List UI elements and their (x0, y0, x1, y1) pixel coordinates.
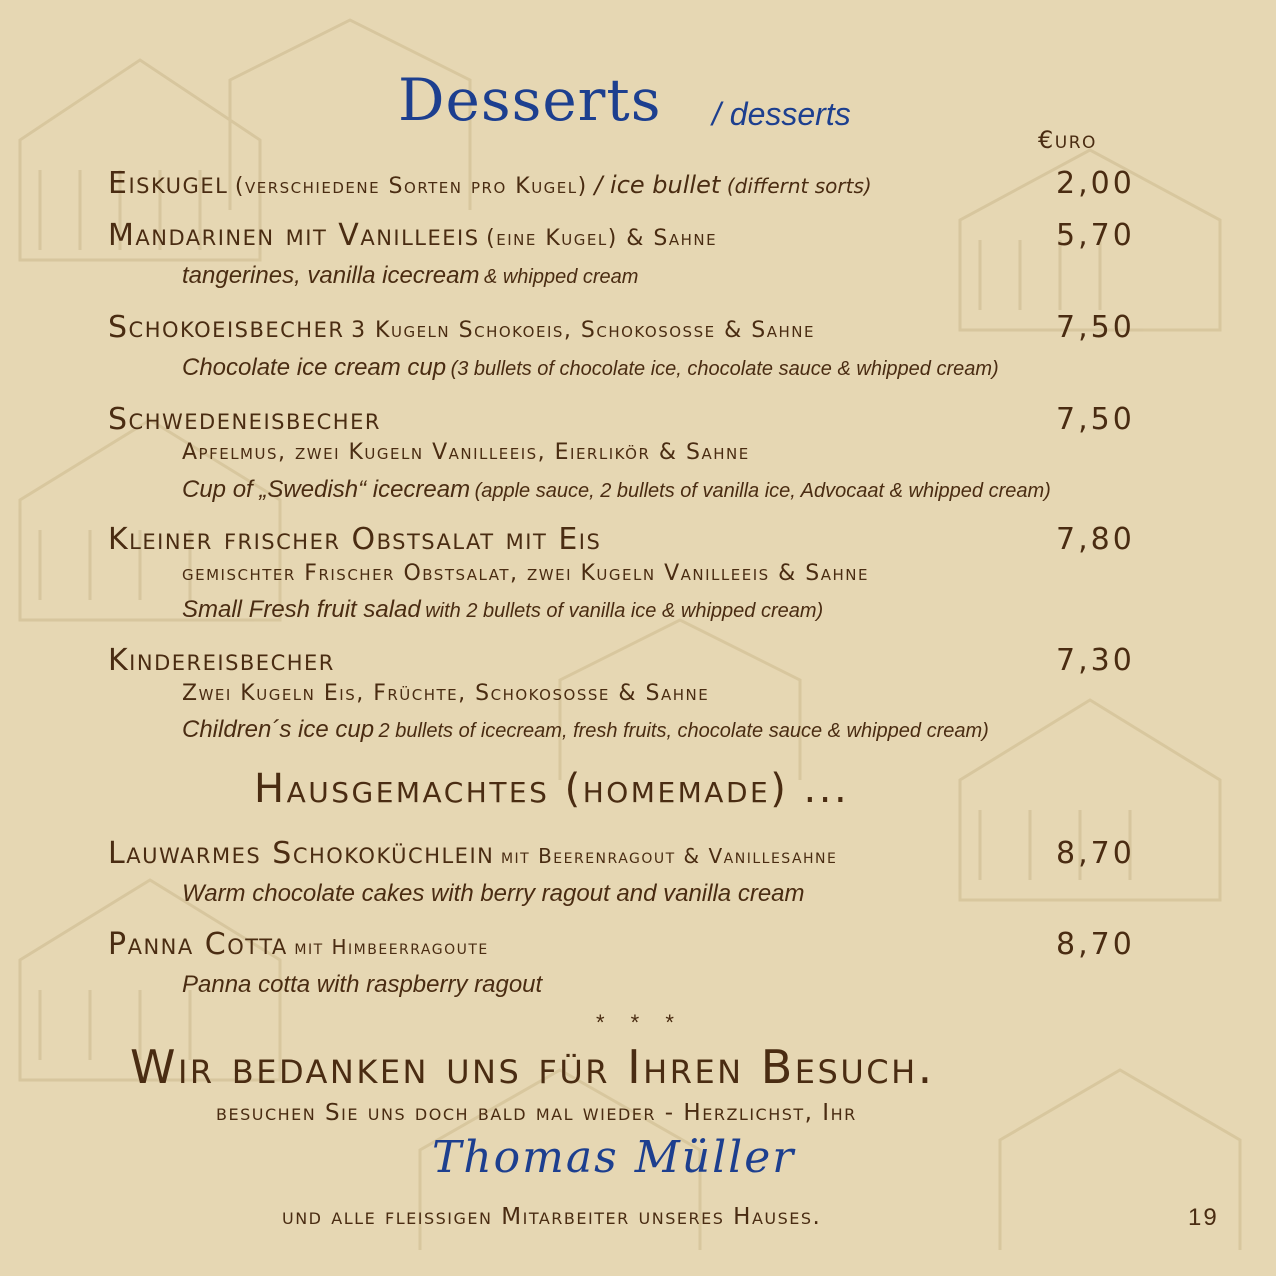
item-name: Panna Cotta (108, 927, 288, 962)
item-desc-en-small: with 2 bullets of vanilla ice & whipped cream) (425, 600, 824, 622)
item-desc-en: tangerines, vanilla icecream (182, 262, 480, 289)
menu-item-mandarinen (108, 218, 717, 253)
item-desc-de: (eine Kugel) & Sahne (486, 226, 718, 251)
item-desc-en: / ice bullet (594, 171, 721, 199)
page-subtitle: / desserts (712, 96, 851, 132)
item-desc-en-line (182, 354, 999, 382)
item-desc-en-line (182, 596, 823, 624)
item-desc-en-line (182, 716, 989, 744)
staff-message: und alle fleissigen Mitarbeiter unseres Hauses. (282, 1204, 822, 1230)
item-name: Mandarinen mit Vanilleeis (108, 218, 480, 253)
menu-item-panna-cotta (108, 927, 489, 962)
item-name: Schokoeisbecher (108, 310, 345, 345)
item-desc-en: Cup of „Swedish“ icecream (182, 476, 471, 503)
item-price: 5,70 (1056, 218, 1135, 253)
item-name: Kindereisbecher (108, 643, 335, 678)
item-desc-de: mit Himbeerragoute (294, 935, 489, 959)
item-desc-de: gemischter Frischer Obstsalat, zwei Kugeln Vanilleeis & Sahne (182, 561, 869, 586)
item-desc-en: Chocolate ice cream cup (182, 354, 447, 381)
currency-label: €uro (1038, 126, 1097, 154)
item-desc-en-small: (3 bullets of chocolate ice, chocolate sauce & whipped cream) (450, 358, 999, 380)
item-price: 2,00 (1056, 166, 1135, 201)
item-price: 7,50 (1056, 402, 1135, 437)
menu-item-schokoeisbecher (108, 310, 815, 345)
item-desc-de: mit Beerenragout & Vanillesahne (500, 844, 838, 868)
item-price: 7,80 (1056, 522, 1135, 557)
invite-message: besuchen Sie uns doch bald mal wieder - Herzlichst, Ihr (216, 1100, 857, 1126)
menu-item-schokokuechlein (108, 836, 837, 871)
item-name: Kleiner frischer Obstsalat mit Eis (108, 522, 602, 557)
item-price: 7,50 (1056, 310, 1135, 345)
menu-item-eiskugel (108, 166, 872, 201)
signature: Thomas Müller (432, 1132, 796, 1183)
item-price: 8,70 (1056, 836, 1135, 871)
item-desc-de: 3 Kugeln Schokoeis, Schokososse & Sahne (351, 318, 815, 343)
item-name: Schwedeneisbecher (108, 402, 381, 437)
item-desc-de: Apfelmus, zwei Kugeln Vanilleeis, Eierlikör & Sahne (182, 440, 750, 465)
item-desc-en: Children´s ice cup (182, 716, 375, 743)
item-desc-en: Warm chocolate cakes with berry ragout and vanilla cream (182, 880, 805, 907)
item-desc-en: Small Fresh fruit salad (182, 596, 421, 623)
item-desc-en: Panna cotta with raspberry ragout (182, 971, 543, 998)
item-name: Lauwarmes Schokoküchlein (108, 836, 495, 871)
thanks-message: Wir bedanken uns für Ihren Besuch. (130, 1040, 935, 1094)
item-name: Eiskugel (108, 166, 229, 201)
item-desc-en-small: (differnt sorts) (726, 174, 872, 198)
item-price: 8,70 (1056, 927, 1135, 962)
page-number: 19 (1188, 1204, 1219, 1231)
item-price: 7,30 (1056, 643, 1135, 678)
item-desc-de: Zwei Kugeln Eis, Früchte, Schokososse & Sahne (182, 681, 710, 706)
separator-stars: * * * (596, 1010, 684, 1035)
item-desc-en-small: & whipped cream (483, 266, 639, 288)
item-desc-en-small: 2 bullets of icecream, fresh fruits, chocolate sauce & whipped cream) (378, 720, 989, 742)
item-desc-de: (verschiedene Sorten pro Kugel) (234, 174, 588, 199)
item-desc-en-small: (apple sauce, 2 bullets of vanilla ice, Advocaat & whipped cream) (474, 480, 1051, 502)
section-heading-homemade: Hausgemachtes (homemade) ... (254, 766, 850, 812)
item-desc-en-line (182, 476, 1051, 504)
item-desc-en-line (182, 262, 638, 290)
page-title: Desserts (398, 66, 662, 134)
